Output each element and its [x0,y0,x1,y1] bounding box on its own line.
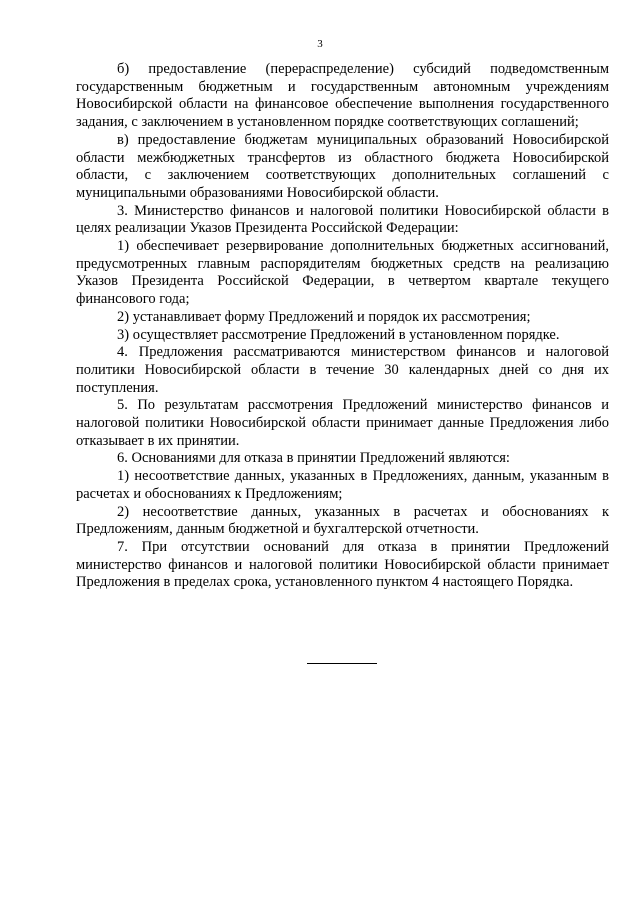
document-body [76,61,609,592]
paragraph-item-3-3: 3) осуществляет рассмотрение Предложений в установленном порядке. [117,326,560,343]
paragraph-item-3: 3. Министерство финансов и налоговой политики Новосибирской области в целях реализации Указов Президента Российской Федерации: [76,202,609,237]
paragraph-item-7: 7. При отсутствии оснований для отказа в принятии Предложений министерство финансов и налоговой политики Новосибирской области принимает Предложения в пределах срока, установленного пунктом 4 настоящего Порядка. [76,538,609,591]
end-of-document-rule [307,663,377,664]
paragraph-item-3-2: 2) устанавливает форму Предложений и порядок их рассмотрения; [117,308,531,325]
paragraph-interbudget-transfers: в) предоставление бюджетам муниципальных образований Новосибирской области межбюджетных трансфертов из областного бюджета Новосибирской области, с заключением соответствующих дополнительных соглашений с муниципальными образованиями Новосибирской области. [76,131,609,201]
paragraph-item-6-1: 1) несоответствие данных, указанных в Предложениях, данным, указанным в расчетах и обоснованиях к Предложениям; [76,468,609,502]
paragraph-subsidies: б) предоставление (перераспределение) субсидий подведомственным государственным бюджетным и государственным автономным учреждениям Новосибирской области на финансовое обеспечение выполнения государственного задания, с заключением в установленном порядке соответствующих соглашений; [76,61,609,131]
paragraph-item-4: 4. Предложения рассматриваются министерством финансов и налоговой политики Новосибирской области в течение 30 календарных дней со дня их поступления. [76,344,609,396]
page-number: 3 [317,38,323,50]
paragraph-item-5: 5. По результатам рассмотрения Предложений министерство финансов и налоговой политики Новосибирской области принимает данные Предложения либо отказывает в их принятии. [76,397,609,449]
paragraph-item-6-2: 2) несоответствие данных, указанных в расчетах и обоснованиях к Предложениям, данным бюджетной и бухгалтерской отчетности. [76,503,609,538]
paragraph-item-6: 6. Основаниями для отказа в принятии Предложений являются: [117,450,510,467]
paragraph-item-3-1: 1) обеспечивает резервирование дополнительных бюджетных ассигнований, предусмотренных главным распорядителям бюджетных средств на реализацию Указов Президента Российской Федерации, в четвертом квартале текущего финансового года; [76,238,609,308]
